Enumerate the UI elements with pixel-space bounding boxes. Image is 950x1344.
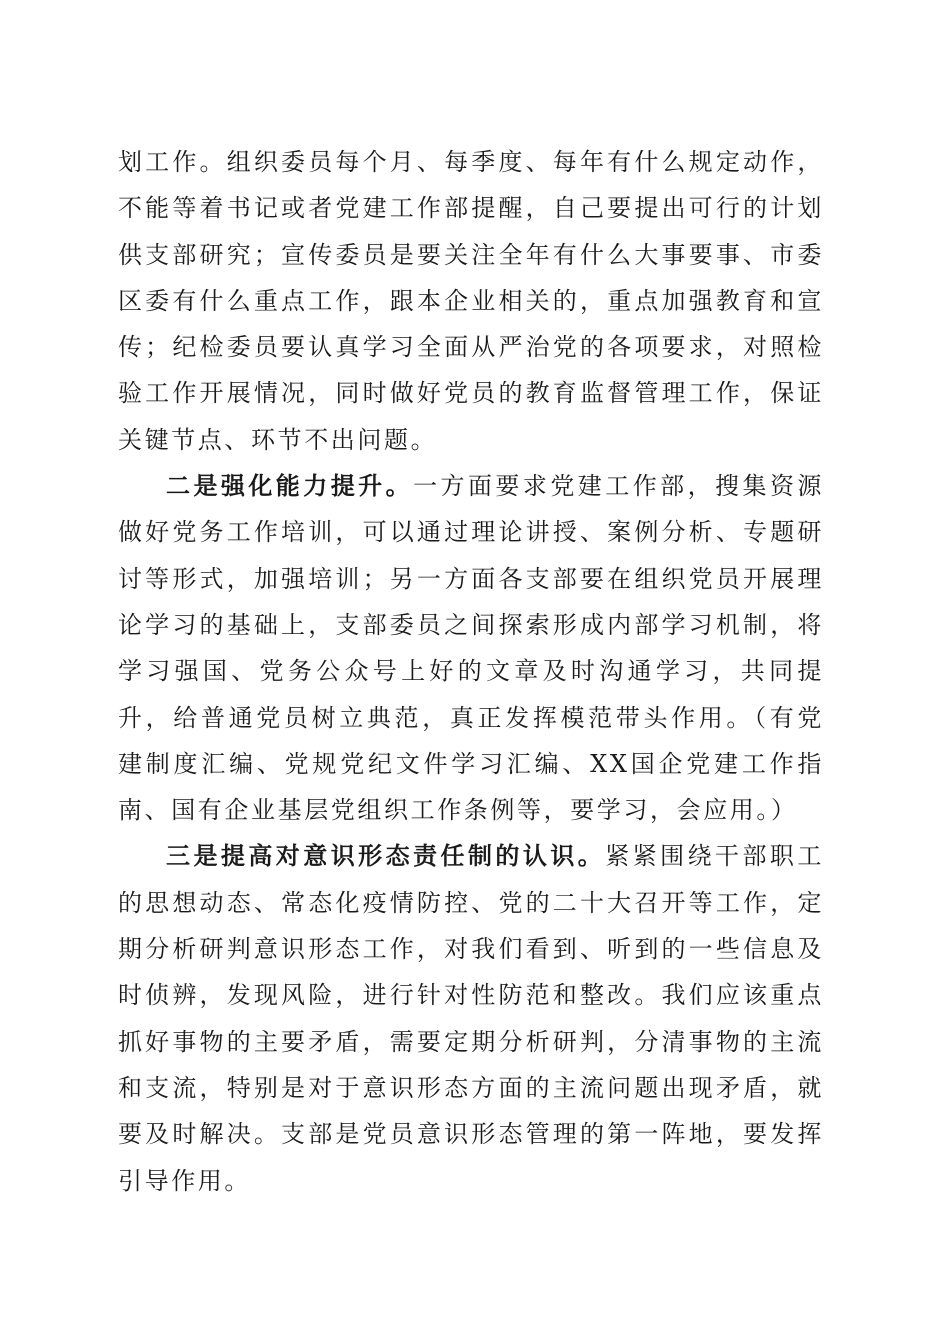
paragraph-heading: 二是强化能力提升。 xyxy=(166,471,414,501)
paragraph-heading: 三是提高对意识形态责任制的认识。 xyxy=(166,841,606,871)
paragraph-text: 紧紧围绕干部职工的思想动态、常态化疫情防控、党的二十大召开等工作，定期分析研判意识形态工作，对我们看到、听到的一些信息及时侦辨，发现风险，进行针对性防范和整改。我们应该重点抓好事物的主要矛盾，需要定期分析研判，分清事物的主流和支流，特别是对于意识形态方面的主流问题出现矛盾，就要及时解决。支部是党员意识形态管理的第一阵地，要发挥引导作用。 xyxy=(118,842,824,1195)
paragraph-text: 划工作。组织委员每个月、每季度、每年有什么规定动作，不能等着书记或者党建工作部提醒，自己要提出可行的计划供支部研究；宣传委员是要关注全年有什么大事要事、市委区委有什么重点工作，跟本企业相关的，重点加强教育和宣传；纪检委员要认真学习全面从严治党的各项要求，对照检验工作开展情况，同时做好党员的教育监督管理工作，保证关键节点、环节不出问题。 xyxy=(118,148,824,454)
document-body xyxy=(118,139,824,1204)
paragraph-continuation xyxy=(118,139,824,463)
paragraph-ideology xyxy=(118,833,824,1203)
paragraph-text: 一方面要求党建工作部，搜集资源做好党务工作培训，可以通过理论讲授、案例分析、专题研讨等形式，加强培训；另一方面各支部要在组织党员开展理论学习的基础上，支部委员之间探索形成内部学习机制，将学习强国、党务公众号上好的文章及时沟通学习，共同提升，给普通党员树立典范，真正发挥模范带头作用。（有党建制度汇编、党规党纪文件学习汇编、XX国企党建工作指南、国有企业基层党组织工作条例等，要学习，会应用。） xyxy=(118,472,825,825)
paragraph-capability xyxy=(118,463,824,833)
